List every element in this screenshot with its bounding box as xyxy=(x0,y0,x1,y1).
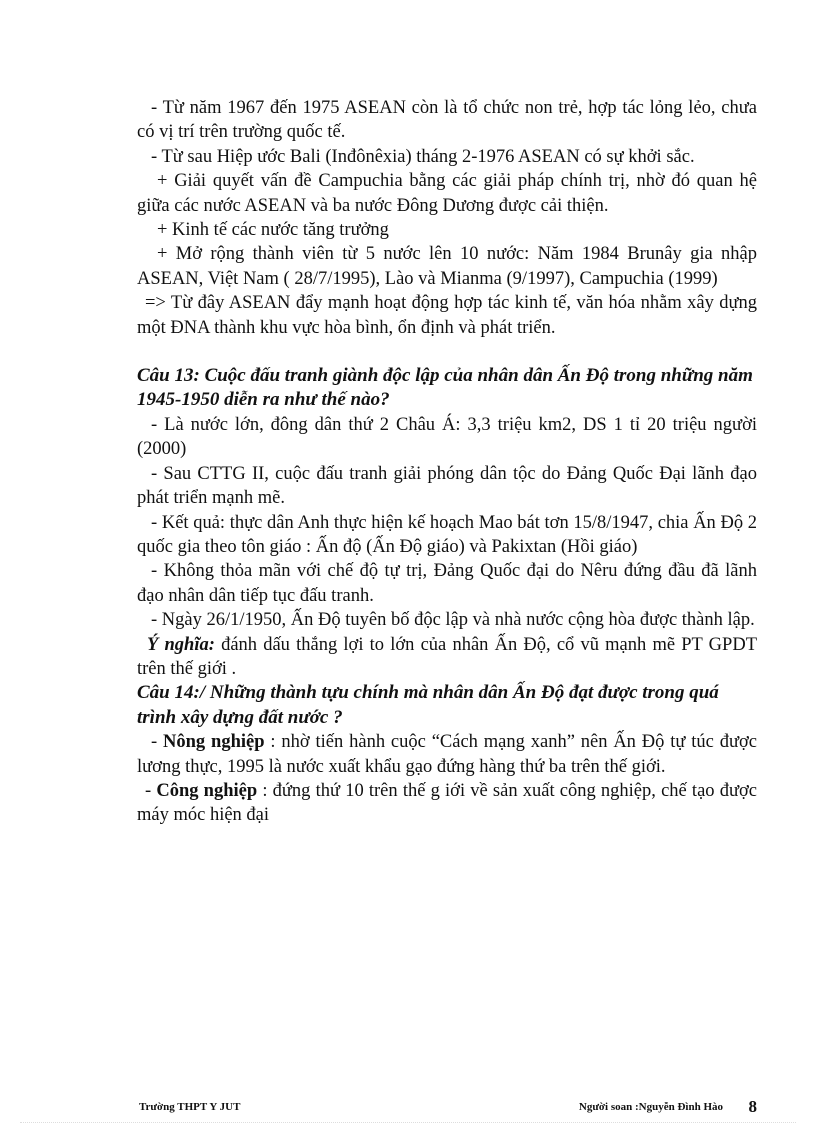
agriculture-paragraph xyxy=(137,730,757,779)
paragraph: - Từ năm 1967 đến 1975 ASEAN còn là tổ chức non trẻ, hợp tác lỏng lẻo, chưa có vị trí trên trường quốc tế. xyxy=(137,98,757,143)
paragraph: + Mở rộng thành viên từ 5 nước lên 10 nước: Năm 1984 Brunây gia nhập ASEAN, Việt Nam ( 28/7/1995), Lào và Mianma (9/1997), Campuchia (1999) xyxy=(137,244,757,289)
document-body xyxy=(137,96,757,828)
industry-paragraph xyxy=(137,779,757,828)
paragraph: => Từ đây ASEAN đẩy mạnh hoạt động hợp tác kinh tế, văn hóa nhằm xây dựng một ĐNA thành khu vực hòa bình, ổn định và phát triển. xyxy=(137,293,757,338)
paragraph: + Giải quyết vấn đề Campuchia bằng các giải pháp chính trị, nhờ đó quan hệ giữa các nước ASEAN và ba nước Đông Dương được cải thiện. xyxy=(137,171,757,216)
industry-label: Công nghiệp xyxy=(156,780,258,801)
meaning-paragraph xyxy=(137,633,757,682)
paragraph: + Kinh tế các nước tăng trưởng xyxy=(157,220,389,241)
question-13-title: Câu 13: Cuộc đấu tranh giành độc lập của nhân dân Ấn Độ trong những năm 1945-1950 diễn ra như thế nào? xyxy=(137,365,753,411)
footer-school: Trường THPT Y JUT xyxy=(139,1101,241,1113)
question-14-title: Câu 14:/ Những thành tựu chính mà nhân dân Ấn Độ đạt được trong quá trình xây dựng đất nước ? xyxy=(137,682,719,728)
industry-text: : đứng thứ 10 trên thế g iới về sản xuất công nghiệp, chế tạo được máy móc hiện đại xyxy=(137,780,757,826)
agriculture-label: Nông nghiệp xyxy=(163,732,265,753)
spacer xyxy=(137,340,757,364)
page-number: 8 xyxy=(748,1097,757,1116)
paragraph: - Không thỏa mãn với chế độ tự trị, Đảng Quốc đại do Nêru đứng đầu đã lãnh đạo nhân dân tiếp tục đấu tranh. xyxy=(137,561,757,606)
page-footer xyxy=(137,1097,757,1118)
paragraph: - Sau CTTG II, cuộc đấu tranh giải phóng dân tộc do Đảng Quốc Đại lãnh đạo phát triển mạnh mẽ. xyxy=(137,463,757,509)
paragraph: - Ngày 26/1/1950, Ấn Độ tuyên bố độc lập và nhà nước cộng hòa được thành lập. xyxy=(151,610,755,631)
paragraph: - Là nước lớn, đông dân thứ 2 Châu Á: 3,3 triệu km2, DS 1 tỉ 20 triệu người (2000) xyxy=(137,414,757,460)
meaning-text: đánh dấu thắng lợi to lớn của nhân Ấn Độ, cổ vũ mạnh mẽ PT GPDT trên thế giới . xyxy=(137,634,757,679)
footer-author: Người soan :Nguyễn Đình Hào xyxy=(578,1101,723,1113)
bullet-prefix: - xyxy=(145,780,157,801)
paragraph: - Từ sau Hiệp ước Bali (Inđônêxia) tháng 2-1976 ASEAN có sự khởi sắc. xyxy=(151,146,695,167)
bullet-prefix: - xyxy=(151,732,164,753)
meaning-label: Ý nghĩa: xyxy=(147,634,215,655)
paragraph: - Kết quả: thực dân Anh thực hiện kế hoạch Mao bát tơn 15/8/1947, chia Ấn Độ 2 quốc gia theo tôn giáo : Ấn độ (Ấn Độ giáo) và Pakixtan (Hồi giáo) xyxy=(137,512,757,557)
agriculture-text: : nhờ tiến hành cuộc “Cách mạng xanh” nên Ấn Độ tự túc được lương thực, 1995 là nước xuất khẩu gạo đứng hàng thứ ba trên thế giới. xyxy=(137,732,758,777)
